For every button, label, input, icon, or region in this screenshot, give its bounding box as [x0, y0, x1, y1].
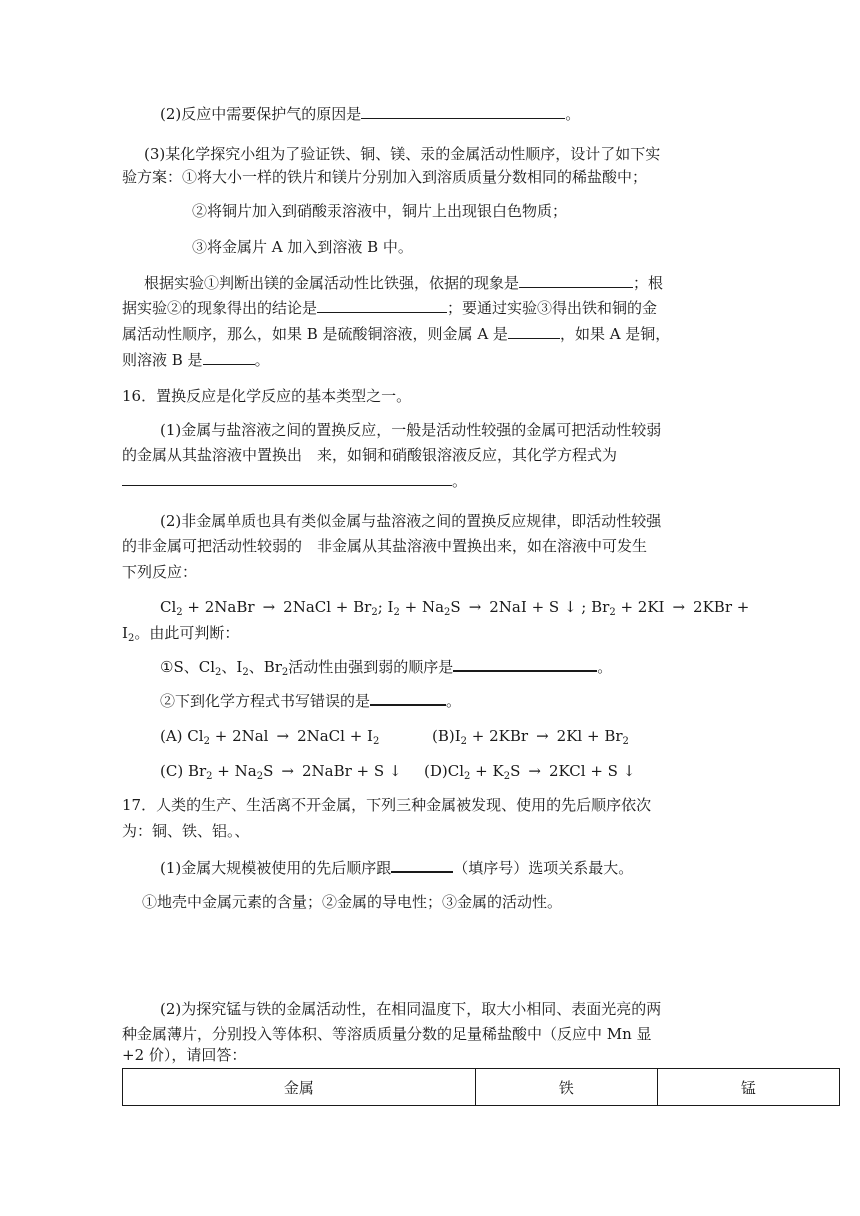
q15-judge-text-4: 则溶液 B 是: [122, 351, 203, 369]
metal-table: [122, 1068, 840, 1106]
q16-part1-line-1: (1)金属与盐溶液之间的置换反应，一般是活动性较强的金属可把活动性较弱: [160, 421, 662, 439]
q16-part2-line-1: (2)非金属单质也具有类似金属与盐溶液之间的置换反应规律，即活动性较强: [160, 512, 662, 530]
q16-part2-line-3: 下列反应：: [122, 563, 198, 581]
q16-part1-end: 。: [452, 472, 468, 490]
option-a[interactable]: (A) $Cl_2 + 2Nal$ → 2NaCl + $I_2$: [160, 727, 380, 747]
answer-blank[interactable]: [453, 655, 597, 672]
answer-blank[interactable]: [203, 349, 255, 365]
table-header-cell: 金属: [123, 1069, 476, 1106]
q15-judge-line-3: [122, 323, 670, 345]
q16-conclude: 。由此可判断：: [134, 624, 240, 642]
q15-judge-text-3b: ，如果 A 是铜，: [559, 325, 671, 343]
q16-part1-line-2: 的金属从其盐溶液中置换出 来，如铜和硝酸银溶液反应，其化学方程式为: [122, 446, 618, 464]
q15-judge-text-1: 根据实验①判断出镁的金属活动性比铁强，依据的现象是: [144, 274, 520, 292]
q16-part2-line-2: 的非金属可把活动性较弱的 非金属从其盐溶液中置换出来，如在溶液中可发生: [122, 537, 648, 555]
answer-blank[interactable]: [317, 297, 447, 313]
q16-c1-text: ①S、Cl: [160, 658, 215, 676]
table-header-cell: 铁: [475, 1069, 657, 1106]
q15-judge-text-3: 属活动性顺序，那么，如果 B 是硫酸铜溶液，则金属 A 是: [122, 325, 508, 343]
q16-c1-end: 。: [597, 658, 613, 676]
q15-part3-line-2: 验方案：①将大小一样的铁片和镁片分别加入到溶质质量分数相同的稀盐酸中；: [122, 168, 648, 186]
q17-part2-line-1: (2)为探究锰与铁的金属活动性，在相同温度下，取大小相同、表面光亮的两: [160, 1000, 662, 1018]
q15-judge-text-1b: ；根: [633, 274, 664, 292]
q15-part3-line-3: ②将铜片加入到硝酸汞溶液中，铜片上出现银白色物质；: [192, 202, 568, 220]
option-b[interactable]: $(B)I_2 + 2KBr \to 2Kl + Br_2$: [432, 727, 629, 747]
q15-judge-text-2b: ；要通过实验③得出铁和铜的金: [447, 299, 658, 317]
q15-part3-line-4: ③将金属片 A 加入到溶液 B 中。: [192, 238, 413, 256]
q15-part3-line-1: (3)某化学探究小组为了验证铁、铜、镁、汞的金属活动性顺序，设计了如下实: [144, 145, 661, 163]
option-d[interactable]: $(D)Cl_2 + K_2S \to 2KCl + S$ ↓: [424, 762, 636, 782]
q15-judge-text-2: 据实验②的现象得出的结论是: [122, 299, 318, 317]
answer-blank[interactable]: [122, 470, 452, 486]
equation-line-1: $Cl_2$ + 2NaBr → 2NaCl + $Br_2$; $I_2 + Na_2S \to 2NaI + S$ ↓ ; $Br_2 + 2KI \to 2KBr$ +: [160, 598, 750, 618]
q17-part1-text: (1)金属大规模被使用的先后顺序跟: [160, 859, 392, 877]
q16-c1-text-d: 活动性由强到弱的顺序是: [288, 658, 454, 676]
equation-line-2: $I_2$。由此可判断：: [122, 624, 240, 644]
q16-c2-end: 。: [446, 692, 462, 710]
q15-judge-line-4: [122, 349, 270, 371]
table-header-row: [123, 1069, 840, 1106]
answer-blank[interactable]: [391, 856, 453, 873]
option-c[interactable]: (C) $Br_2 + Na_2S$ → 2NaBr + S ↓: [160, 762, 402, 782]
q17-part1-text-b: （填序号）选项关系最大。: [453, 859, 634, 877]
q16-question-2: [160, 689, 461, 712]
q17-part1-options: ①地壳中金属元素的含量；②金属的导电性；③金属的活动性。: [142, 893, 563, 911]
q15-judge-line-2: [122, 297, 657, 319]
q17-part1-line: [160, 856, 633, 879]
q16-c1-text-c: 、Br: [248, 658, 282, 676]
q15-judge-line-1: [144, 272, 663, 294]
table-header-cell: 锰: [657, 1069, 839, 1106]
answer-blank[interactable]: [361, 103, 565, 119]
q15-part2-text: (2)反应中需要保护气的原因是: [160, 105, 362, 123]
q17-part2-line-2: 种金属薄片，分别投入等体积、等溶质质量分数的足量稀盐酸中（反应中 Mn 显: [122, 1025, 652, 1043]
q16-title: 16．置换反应是化学反应的基本类型之一。: [122, 387, 412, 405]
q15-part2-end: 。: [565, 105, 581, 123]
q16-c2-text: ②下到化学方程式书写错误的是: [160, 692, 371, 710]
q15-part2-line: [160, 103, 580, 125]
answer-blank[interactable]: [519, 272, 633, 288]
q16-part1-line-3: [122, 470, 467, 492]
q16-question-1: ①S、$Cl_2$、$I_2$、$Br_2$活动性由强到弱的顺序是 。: [160, 655, 612, 678]
q15-judge-text-4b: 。: [254, 351, 270, 369]
q17-title-line-2: 为：铜、铁、铝。、: [122, 822, 250, 840]
answer-blank[interactable]: [508, 323, 560, 339]
q17-part2-line-3: +2 价），请回答：: [122, 1046, 247, 1064]
answer-blank[interactable]: [370, 689, 446, 706]
q16-c1-text-b: 、I: [221, 658, 243, 676]
q17-title-line-1: 17．人类的生产、生活离不开金属，下列三种金属被发现、使用的先后顺序依次: [122, 796, 652, 814]
